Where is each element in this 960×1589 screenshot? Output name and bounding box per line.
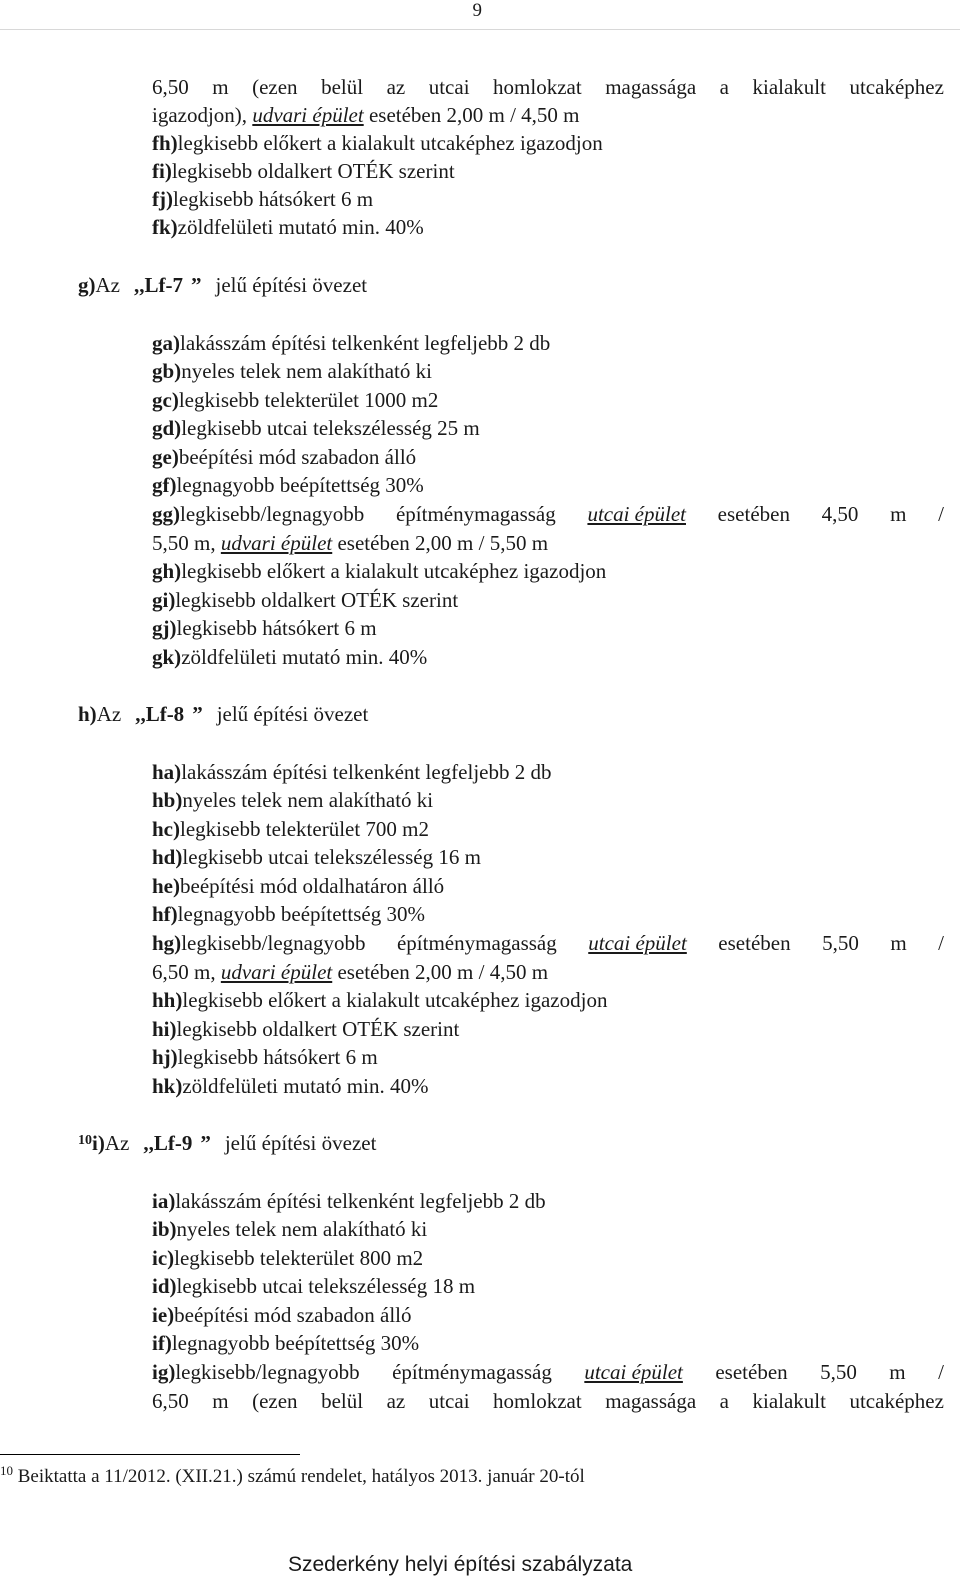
word: az — [386, 75, 406, 99]
item-code: ic) — [152, 1246, 175, 1270]
list-item — [152, 471, 424, 499]
list-item — [152, 614, 377, 642]
word: magassága — [605, 1389, 697, 1413]
zone-az: Az — [95, 273, 120, 297]
zone-name: Lf-9 — [153, 1131, 193, 1155]
item-code: fj) — [152, 187, 173, 211]
word: utcaképhez — [849, 75, 944, 99]
udvari-epulet-link[interactable]: udvari épület — [220, 960, 333, 984]
text-prefix: igazodjon), — [152, 103, 253, 127]
list-item — [152, 1187, 546, 1215]
word: (ezen — [252, 75, 298, 99]
footnote-mark: 10 — [0, 1463, 13, 1478]
item-text: legkisebb telekterület 700 m2 — [180, 817, 430, 841]
list-item — [152, 815, 429, 843]
list-item — [152, 900, 425, 928]
item-code: hh) — [152, 988, 183, 1012]
open-quote: ,, — [135, 702, 146, 726]
word: 5,50 — [822, 931, 859, 955]
utcai-epulet-link[interactable]: utcai épület — [587, 502, 686, 526]
item-code: gg) — [152, 502, 180, 526]
word: esetében — [717, 502, 790, 526]
text-suffix: esetében 2,00 m / 4,50 m — [363, 103, 580, 127]
item-code: id) — [152, 1274, 177, 1298]
list-item — [152, 586, 458, 614]
item-code: ia) — [152, 1189, 176, 1213]
word: legkisebb/legnagyobb — [181, 931, 366, 955]
zone-heading-lf9 — [78, 1129, 376, 1157]
word: m — [212, 1389, 229, 1413]
item-code: hb) — [152, 788, 183, 812]
item-text: zöldfelületi mutató min. 40% — [182, 1074, 429, 1098]
list-item — [152, 1043, 378, 1071]
item-text: legkisebb hátsókert 6 m — [177, 1045, 378, 1069]
list-item — [152, 872, 444, 900]
zone-letter: g) — [78, 273, 96, 297]
list-item — [152, 1329, 419, 1357]
item-code: ha) — [152, 760, 182, 784]
close-quote: ” — [192, 702, 203, 726]
item-code: he) — [152, 874, 180, 898]
height-words — [152, 1358, 360, 1386]
word: 6,50 — [152, 75, 189, 99]
continuation-line-1 — [152, 73, 944, 101]
word: homlokzat — [493, 1389, 582, 1413]
item-text: legkisebb utcai telekszélesség 25 m — [181, 416, 480, 440]
page-footer: Szederkény helyi építési szabályzata — [288, 1553, 633, 1576]
continuation-line-2 — [152, 101, 580, 129]
word: 5,50 — [820, 1360, 857, 1384]
udvari-epulet-link[interactable]: udvari épület — [220, 531, 333, 555]
open-quote: ,, — [134, 273, 145, 297]
utcai-epulet-link[interactable]: utcai épület — [588, 931, 687, 955]
list-item — [152, 786, 433, 814]
height-line-2 — [152, 958, 548, 986]
word: utcai — [428, 1389, 470, 1413]
text-prefix: 6,50 m, — [152, 960, 221, 984]
item-text: nyeles telek nem alakítható ki — [182, 788, 434, 812]
list-item — [152, 129, 603, 157]
item-text: legkisebb oldalkert OTÉK szerint — [171, 159, 455, 183]
word: utcaképhez — [849, 1389, 944, 1413]
height-words — [152, 500, 364, 528]
word: építménymagasság — [395, 502, 556, 526]
utcai-epulet-link[interactable]: utcai épület — [584, 1360, 683, 1384]
word: magassága — [605, 75, 697, 99]
zone-letter: i) — [92, 1131, 105, 1155]
item-code: ib) — [152, 1217, 177, 1241]
word: belül — [321, 75, 364, 99]
close-quote: ” — [191, 273, 202, 297]
list-item — [152, 986, 607, 1014]
item-text: legkisebb előkert a kialakult utcaképhez igazodjon — [181, 559, 607, 583]
item-code: gj) — [152, 616, 177, 640]
item-code: gc) — [152, 388, 179, 412]
text-prefix: 5,50 m, — [152, 531, 221, 555]
item-text: legnagyobb beépítettség 30% — [176, 473, 424, 497]
list-item — [152, 1015, 459, 1043]
item-code: hi) — [152, 1017, 177, 1041]
item-text: legkisebb oldalkert OTÉK szerint — [176, 1017, 460, 1041]
word: kialakult — [752, 1389, 826, 1413]
zone-heading-lf8 — [78, 700, 368, 728]
word: építménymagasság — [396, 931, 557, 955]
list-item — [152, 1301, 412, 1329]
list-item — [152, 357, 432, 385]
zone-heading-lf7 — [78, 271, 367, 299]
footnote-rule — [0, 1454, 300, 1455]
list-item — [152, 1215, 427, 1243]
list-item — [152, 1244, 423, 1272]
item-code: hd) — [152, 845, 183, 869]
page-number: 9 — [472, 0, 482, 21]
zone-letter: h) — [78, 702, 97, 726]
item-code: ga) — [152, 331, 180, 355]
list-item — [152, 643, 427, 671]
word: építménymagasság — [392, 1360, 552, 1384]
item-text: legkisebb előkert a kialakult utcaképhez igazodjon — [182, 988, 608, 1012]
item-code: ge) — [152, 445, 179, 469]
item-text: lakásszám építési telkenként legfeljebb 2 db — [175, 1189, 546, 1213]
height-line-2 — [152, 1387, 944, 1415]
item-text: legkisebb telekterület 1000 m2 — [178, 388, 439, 412]
list-item — [152, 185, 373, 213]
item-code: hk) — [152, 1074, 183, 1098]
word: kialakult — [752, 75, 826, 99]
item-code: gk) — [152, 645, 182, 669]
item-code: gb) — [152, 359, 182, 383]
word: legkisebb/legnagyobb — [180, 502, 365, 526]
word: esetében — [715, 1360, 788, 1384]
word: m — [890, 931, 907, 955]
text-suffix: esetében 2,00 m / 4,50 m — [332, 960, 549, 984]
zone-title-rest: jelű építési övezet — [215, 273, 368, 297]
zone-title-rest: jelű építési övezet — [216, 702, 369, 726]
close-quote: ” — [200, 1131, 211, 1155]
open-quote: ,, — [143, 1131, 154, 1155]
zone-name: Lf-7 — [144, 273, 183, 297]
zone-az: Az — [104, 1131, 130, 1155]
item-text: legkisebb utcai telekszélesség 18 m — [176, 1274, 476, 1298]
item-code: ie) — [152, 1303, 175, 1327]
list-item — [152, 557, 606, 585]
height-line-2 — [152, 529, 548, 557]
word: az — [386, 1389, 406, 1413]
item-text: beépítési mód szabadon álló — [178, 445, 417, 469]
word: (ezen — [252, 1389, 298, 1413]
list-item — [152, 386, 438, 414]
item-code: gf) — [152, 473, 177, 497]
item-text: legnagyobb beépítettség 30% — [177, 902, 425, 926]
item-text: zöldfelületi mutató min. 40% — [177, 215, 424, 239]
item-code: fh) — [152, 131, 178, 155]
item-code: hg) — [152, 931, 182, 955]
item-text: legnagyobb beépítettség 30% — [171, 1331, 420, 1355]
item-text: legkisebb oldalkert OTÉK szerint — [175, 588, 459, 612]
item-text: legkisebb utcai telekszélesség 16 m — [182, 845, 481, 869]
list-item — [152, 1272, 475, 1300]
item-code: gi) — [152, 588, 176, 612]
item-text: beépítési mód oldalhatáron álló — [180, 874, 445, 898]
item-text: beépítési mód szabadon álló — [174, 1303, 412, 1327]
word: belül — [321, 1389, 364, 1413]
zone-name: Lf-8 — [145, 702, 185, 726]
item-code: ig) — [152, 1360, 176, 1384]
height-line — [152, 1358, 944, 1386]
udvari-epulet-link[interactable]: udvari épület — [252, 103, 364, 127]
word: m — [890, 502, 907, 526]
item-code: fi) — [152, 159, 172, 183]
item-code: if) — [152, 1331, 172, 1355]
zone-title-rest: jelű építési övezet — [224, 1131, 377, 1155]
item-code: hj) — [152, 1045, 178, 1069]
item-text: legkisebb hátsókert 6 m — [176, 616, 377, 640]
item-text: lakásszám építési telkenként legfeljebb 2 db — [180, 331, 551, 355]
word: / — [938, 1360, 944, 1384]
list-item — [152, 414, 480, 442]
footnote-ref[interactable]: 10 — [78, 1133, 92, 1148]
item-text: legkisebb előkert a kialakult utcaképhez igazodjon — [177, 131, 603, 155]
word: m — [212, 75, 229, 99]
item-text: zöldfelületi mutató min. 40% — [181, 645, 428, 669]
word: utcai — [428, 75, 470, 99]
list-item — [152, 843, 481, 871]
word: m — [889, 1360, 906, 1384]
list-item — [152, 443, 416, 471]
item-text: nyeles telek nem alakítható ki — [176, 1217, 428, 1241]
list-item — [152, 213, 424, 241]
height-line — [152, 500, 944, 528]
list-item — [152, 329, 550, 357]
word: / — [938, 931, 944, 955]
word: legkisebb/legnagyobb — [175, 1360, 360, 1384]
item-text: legkisebb telekterület 800 m2 — [174, 1246, 424, 1270]
item-text: nyeles telek nem alakítható ki — [181, 359, 432, 383]
zone-az: Az — [96, 702, 122, 726]
word: / — [938, 502, 944, 526]
item-code: hc) — [152, 817, 180, 841]
item-text: lakásszám építési telkenként legfeljebb 2 db — [181, 760, 552, 784]
word: 6,50 — [152, 1389, 189, 1413]
item-text: legkisebb hátsókert 6 m — [172, 187, 374, 211]
list-item — [152, 758, 551, 786]
footnote-text: Beiktatta a 11/2012. (XII.21.) számú rendelet, hatályos 2013. január 20-tól — [13, 1466, 585, 1487]
word: 4,50 — [821, 502, 859, 526]
list-item — [152, 1072, 428, 1100]
item-code: gd) — [152, 416, 182, 440]
item-code: hf) — [152, 902, 178, 926]
item-code: fk) — [152, 215, 178, 239]
footnote — [0, 1465, 585, 1489]
item-code: gh) — [152, 559, 182, 583]
word: esetében — [718, 931, 791, 955]
word: a — [719, 75, 729, 99]
height-words — [152, 929, 365, 957]
header-rule — [0, 29, 960, 30]
word: a — [719, 1389, 729, 1413]
list-item — [152, 157, 455, 185]
word: homlokzat — [493, 75, 582, 99]
text-suffix: esetében 2,00 m / 5,50 m — [332, 531, 549, 555]
height-line — [152, 929, 944, 957]
